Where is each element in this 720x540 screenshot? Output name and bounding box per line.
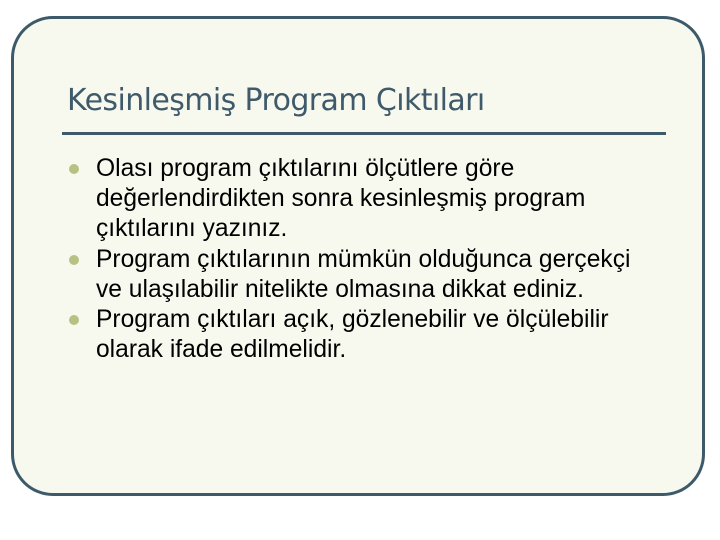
bullet-dot-icon [69,315,79,325]
bullet-text: Olası program çıktılarını ölçütlere göre değerlendirdikten sonra kesinleşmiş program çıktılarını yazınız. [96,155,586,243]
bullet-dot-icon [69,164,79,174]
slide-title: Kesinleşmiş Program Çıktıları [67,83,485,118]
bullet-text: Program çıktıları açık, gözlenebilir ve ölçülebilir olarak ifade edilmelidir. [96,306,609,364]
title-divider [62,132,666,135]
bullet-item [60,154,660,245]
bullet-text: Program çıktılarının mümkün olduğunca gerçekçi ve ulaşılabilir nitelikte olmasına dikkat ediniz. [96,245,631,303]
bullet-dot-icon [69,255,79,265]
bullet-item [60,245,660,305]
bullet-item [60,305,660,365]
bullet-list [60,154,660,365]
